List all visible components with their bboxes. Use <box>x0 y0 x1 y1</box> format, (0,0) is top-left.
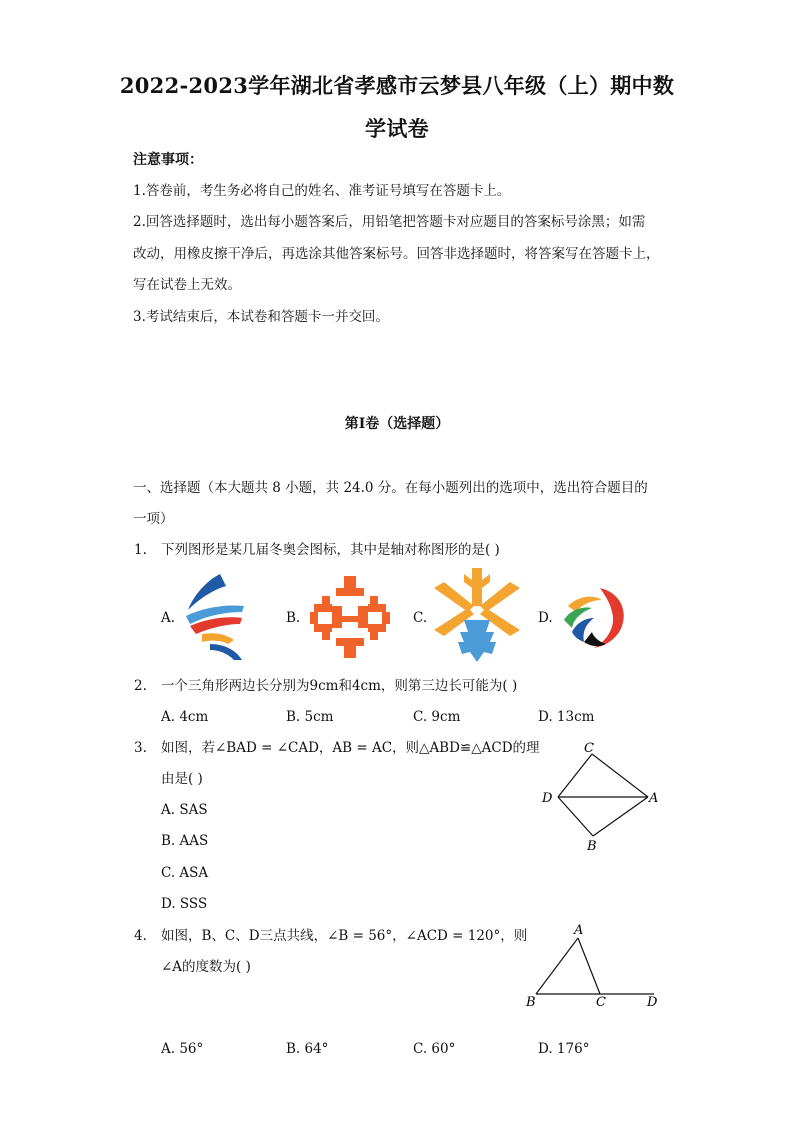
q1-option-d: D. <box>538 610 553 626</box>
q3-segment-ca <box>592 754 648 797</box>
q2-option-c: C. 9cm <box>413 709 461 725</box>
q1-option-b: B. <box>286 610 301 626</box>
exam-title-line2: 学试卷 <box>365 116 429 141</box>
q1-text: 下列图形是某几届冬奥会图标，其中是轴对称图形的是( ) <box>161 542 500 558</box>
q3-text-line1: 如图，若∠BAD = ∠CAD，AB = AC，则△ABD≌△ACD的理 <box>161 740 540 756</box>
q1-number: 1. <box>134 542 147 558</box>
part-title: 第I卷（选择题） <box>344 416 450 432</box>
q3-option-d: D. SSS <box>161 896 208 912</box>
q4-text-line2: ∠A的度数为( ) <box>161 959 251 975</box>
q4-text-line1: 如图，B、C、D三点共线，∠B = 56°，∠ACD = 120°，则 <box>161 928 528 944</box>
q2-number: 2. <box>134 678 147 694</box>
olympic-logo-d-icon <box>560 586 628 650</box>
q3-segment-ba <box>593 797 648 836</box>
q4-label-c: C <box>596 995 606 1010</box>
q4-option-c: C. 60° <box>413 1041 456 1057</box>
q4-option-a: A. 56° <box>161 1041 204 1057</box>
q4-option-b: B. 64° <box>286 1041 329 1057</box>
olympic-logo-a-icon <box>180 570 250 662</box>
q2-text: 一个三角形两边长分别为9cm和4cm，则第三边长可能为( ) <box>161 678 518 694</box>
q3-option-b: B. AAS <box>161 833 209 849</box>
q3-figure <box>538 738 662 854</box>
q3-option-a: A. SAS <box>161 802 208 818</box>
notice-item-1: 1.答卷前，考生务必将自己的姓名、准考证号填写在答题卡上。 <box>133 183 511 199</box>
notice-heading: 注意事项： <box>133 152 203 168</box>
q3-label-b: B <box>587 839 597 854</box>
q3-option-c: C. ASA <box>161 865 209 881</box>
q4-figure <box>522 920 666 1012</box>
q3-segment-dc <box>558 754 592 797</box>
q4-label-a: A <box>574 923 584 938</box>
exam-title-line1: 2022-2023学年湖北省孝感市云梦县八年级（上）期中数 <box>119 73 675 98</box>
notice-item-2-line2: 改动，用橡皮擦干净后，再选涂其他答案标号。回答非选择题时，将答案写在答题卡上， <box>133 246 660 262</box>
q4-segment-ba <box>536 938 578 994</box>
olympic-logo-b-icon <box>310 576 390 658</box>
q4-number: 4. <box>134 928 147 944</box>
q4-label-b: B <box>526 995 536 1010</box>
q4-segment-ac <box>578 938 600 994</box>
q4-label-d: D <box>647 995 658 1010</box>
q3-label-d: D <box>542 791 553 806</box>
q1-option-c: C. <box>413 610 428 626</box>
q4-option-d: D. 176° <box>538 1041 590 1057</box>
notice-item-2-line1: 2.回答选择题时，选出每小题答案后，用铅笔把答题卡对应题目的答案标号涂黑；如需 <box>133 214 646 230</box>
q3-label-a: A <box>649 791 659 806</box>
q3-segment-db <box>558 797 593 836</box>
q3-number: 3. <box>134 740 147 756</box>
section-heading-line1: 一、选择题（本大题共 8 小题，共 24.0 分。在每小题列出的选项中，选出符合题目的 <box>133 480 648 496</box>
notice-item-2-line3: 写在试卷上无效。 <box>133 277 241 293</box>
olympic-logo-c-icon <box>434 568 520 662</box>
section-heading-line2: 一项） <box>133 511 174 527</box>
q2-option-b: B. 5cm <box>286 709 334 725</box>
notice-item-3: 3.考试结束后，本试卷和答题卡一并交回。 <box>133 309 389 325</box>
q2-option-d: D. 13cm <box>538 709 595 725</box>
q3-text-line2: 由是( ) <box>161 771 203 787</box>
q1-option-a: A. <box>161 610 176 626</box>
q2-option-a: A. 4cm <box>161 709 209 725</box>
q3-label-c: C <box>584 741 594 756</box>
